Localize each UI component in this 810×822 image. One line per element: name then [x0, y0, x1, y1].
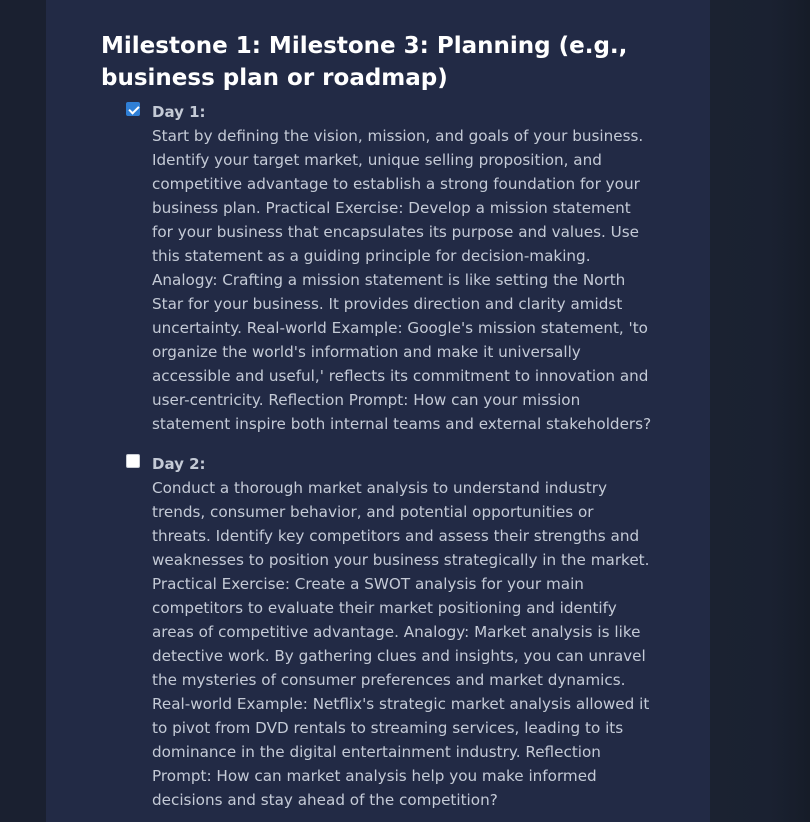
right-margin: [710, 0, 810, 822]
day-1-label: Day 1:: [152, 103, 206, 121]
day-2-label: Day 2:: [152, 455, 206, 473]
day-2-checkbox[interactable]: [126, 454, 140, 468]
day-2-description: Conduct a thorough market analysis to understand industry trends, consumer behavior, and potential opportunities or threats. Identify key competitors and assess their strengths and weaknesses to position your business strategically in the market. Practical Exercise: Create a SWOT analysis for your main competitors to evaluate their market positioning and identify areas of competitive advantage. Analogy: Market analysis is like detective work. By gathering clues and insights, you can unravel the mysteries of consumer preferences and market dynamics. Real-world Example: Netflix's strategic market analysis allowed it to pivot from DVD rentals to streaming services, leading to its dominance in the digital entertainment industry. Reflection Prompt: How can market analysis help you make informed decisions and stay ahead of the competition?: [152, 479, 650, 809]
day-1-description: Start by defining the vision, mission, and goals of your business. Identify your target market, unique selling proposition, and competitive advantage to establish a strong foundation for your business plan. Practical Exercise: Develop a mission statement for your business that encapsulates its purpose and values. Use this statement as a guiding principle for decision-making. Analogy: Crafting a mission statement is like setting the North Star for your business. It provides direction and clarity amidst uncertainty. Real-world Example: Google's mission statement, 'to organize the world's information and make it universally accessible and useful,' reflects its commitment to innovation and user-centricity. Reflection Prompt: How can your mission statement inspire both internal teams and external stakeholders?: [152, 127, 652, 433]
day-1-checkbox[interactable]: [126, 102, 140, 116]
milestone-title: Milestone 1: Milestone 3: Planning (e.g., business plan or roadmap): [101, 33, 628, 91]
day-item-1: [0, 100, 710, 436]
day-item-2: [0, 452, 710, 812]
day-list: [0, 100, 710, 822]
